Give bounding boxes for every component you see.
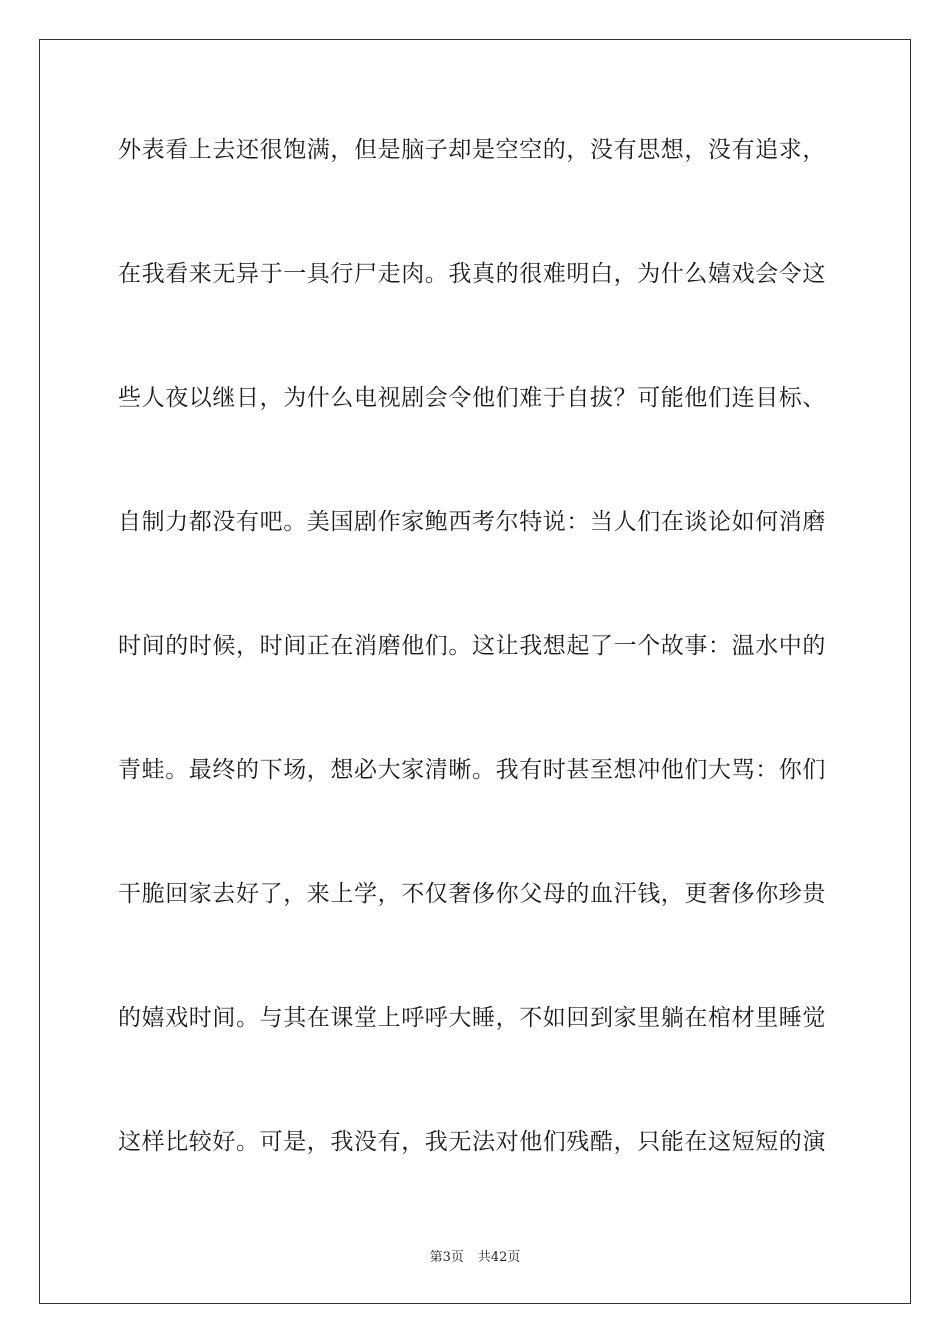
text-line-4: 自制力都没有吧。美国剧作家鲍西考尔特说：当人们在谈论如何消磨 bbox=[118, 509, 826, 535]
text-line-7: 干脆回家去好了，来上学，不仅奢侈你父母的血汗钱，更奢侈你珍贵 bbox=[118, 881, 826, 907]
text-line-2: 在我看来无异于一具行尸走肉。我真的很难明白，为什么嬉戏会令这 bbox=[118, 261, 826, 287]
page-total: 共42页 bbox=[477, 1250, 521, 1265]
text-line-5: 时间的时候，时间正在消磨他们。这让我想起了一个故事：温水中的 bbox=[118, 633, 826, 659]
text-line-3: 些人夜以继日，为什么电视剧会令他们难于自拔？可能他们连目标、 bbox=[118, 385, 826, 411]
text-line-6: 青蛙。最终的下场，想必大家清晰。我有时甚至想冲他们大骂：你们 bbox=[118, 757, 826, 783]
text-line-1: 外表看上去还很饱满，但是脑子却是空空的，没有思想，没有追求， bbox=[118, 137, 826, 163]
text-line-9: 这样比较好。可是，我没有，我无法对他们残酷，只能在这短短的演 bbox=[118, 1129, 826, 1155]
text-line-8: 的嬉戏时间。与其在课堂上呼呼大睡，不如回到家里躺在棺材里睡觉 bbox=[118, 1005, 826, 1031]
page-footer bbox=[0, 1249, 950, 1267]
page-number: 第3页 bbox=[429, 1250, 464, 1265]
page-border bbox=[39, 39, 911, 1304]
